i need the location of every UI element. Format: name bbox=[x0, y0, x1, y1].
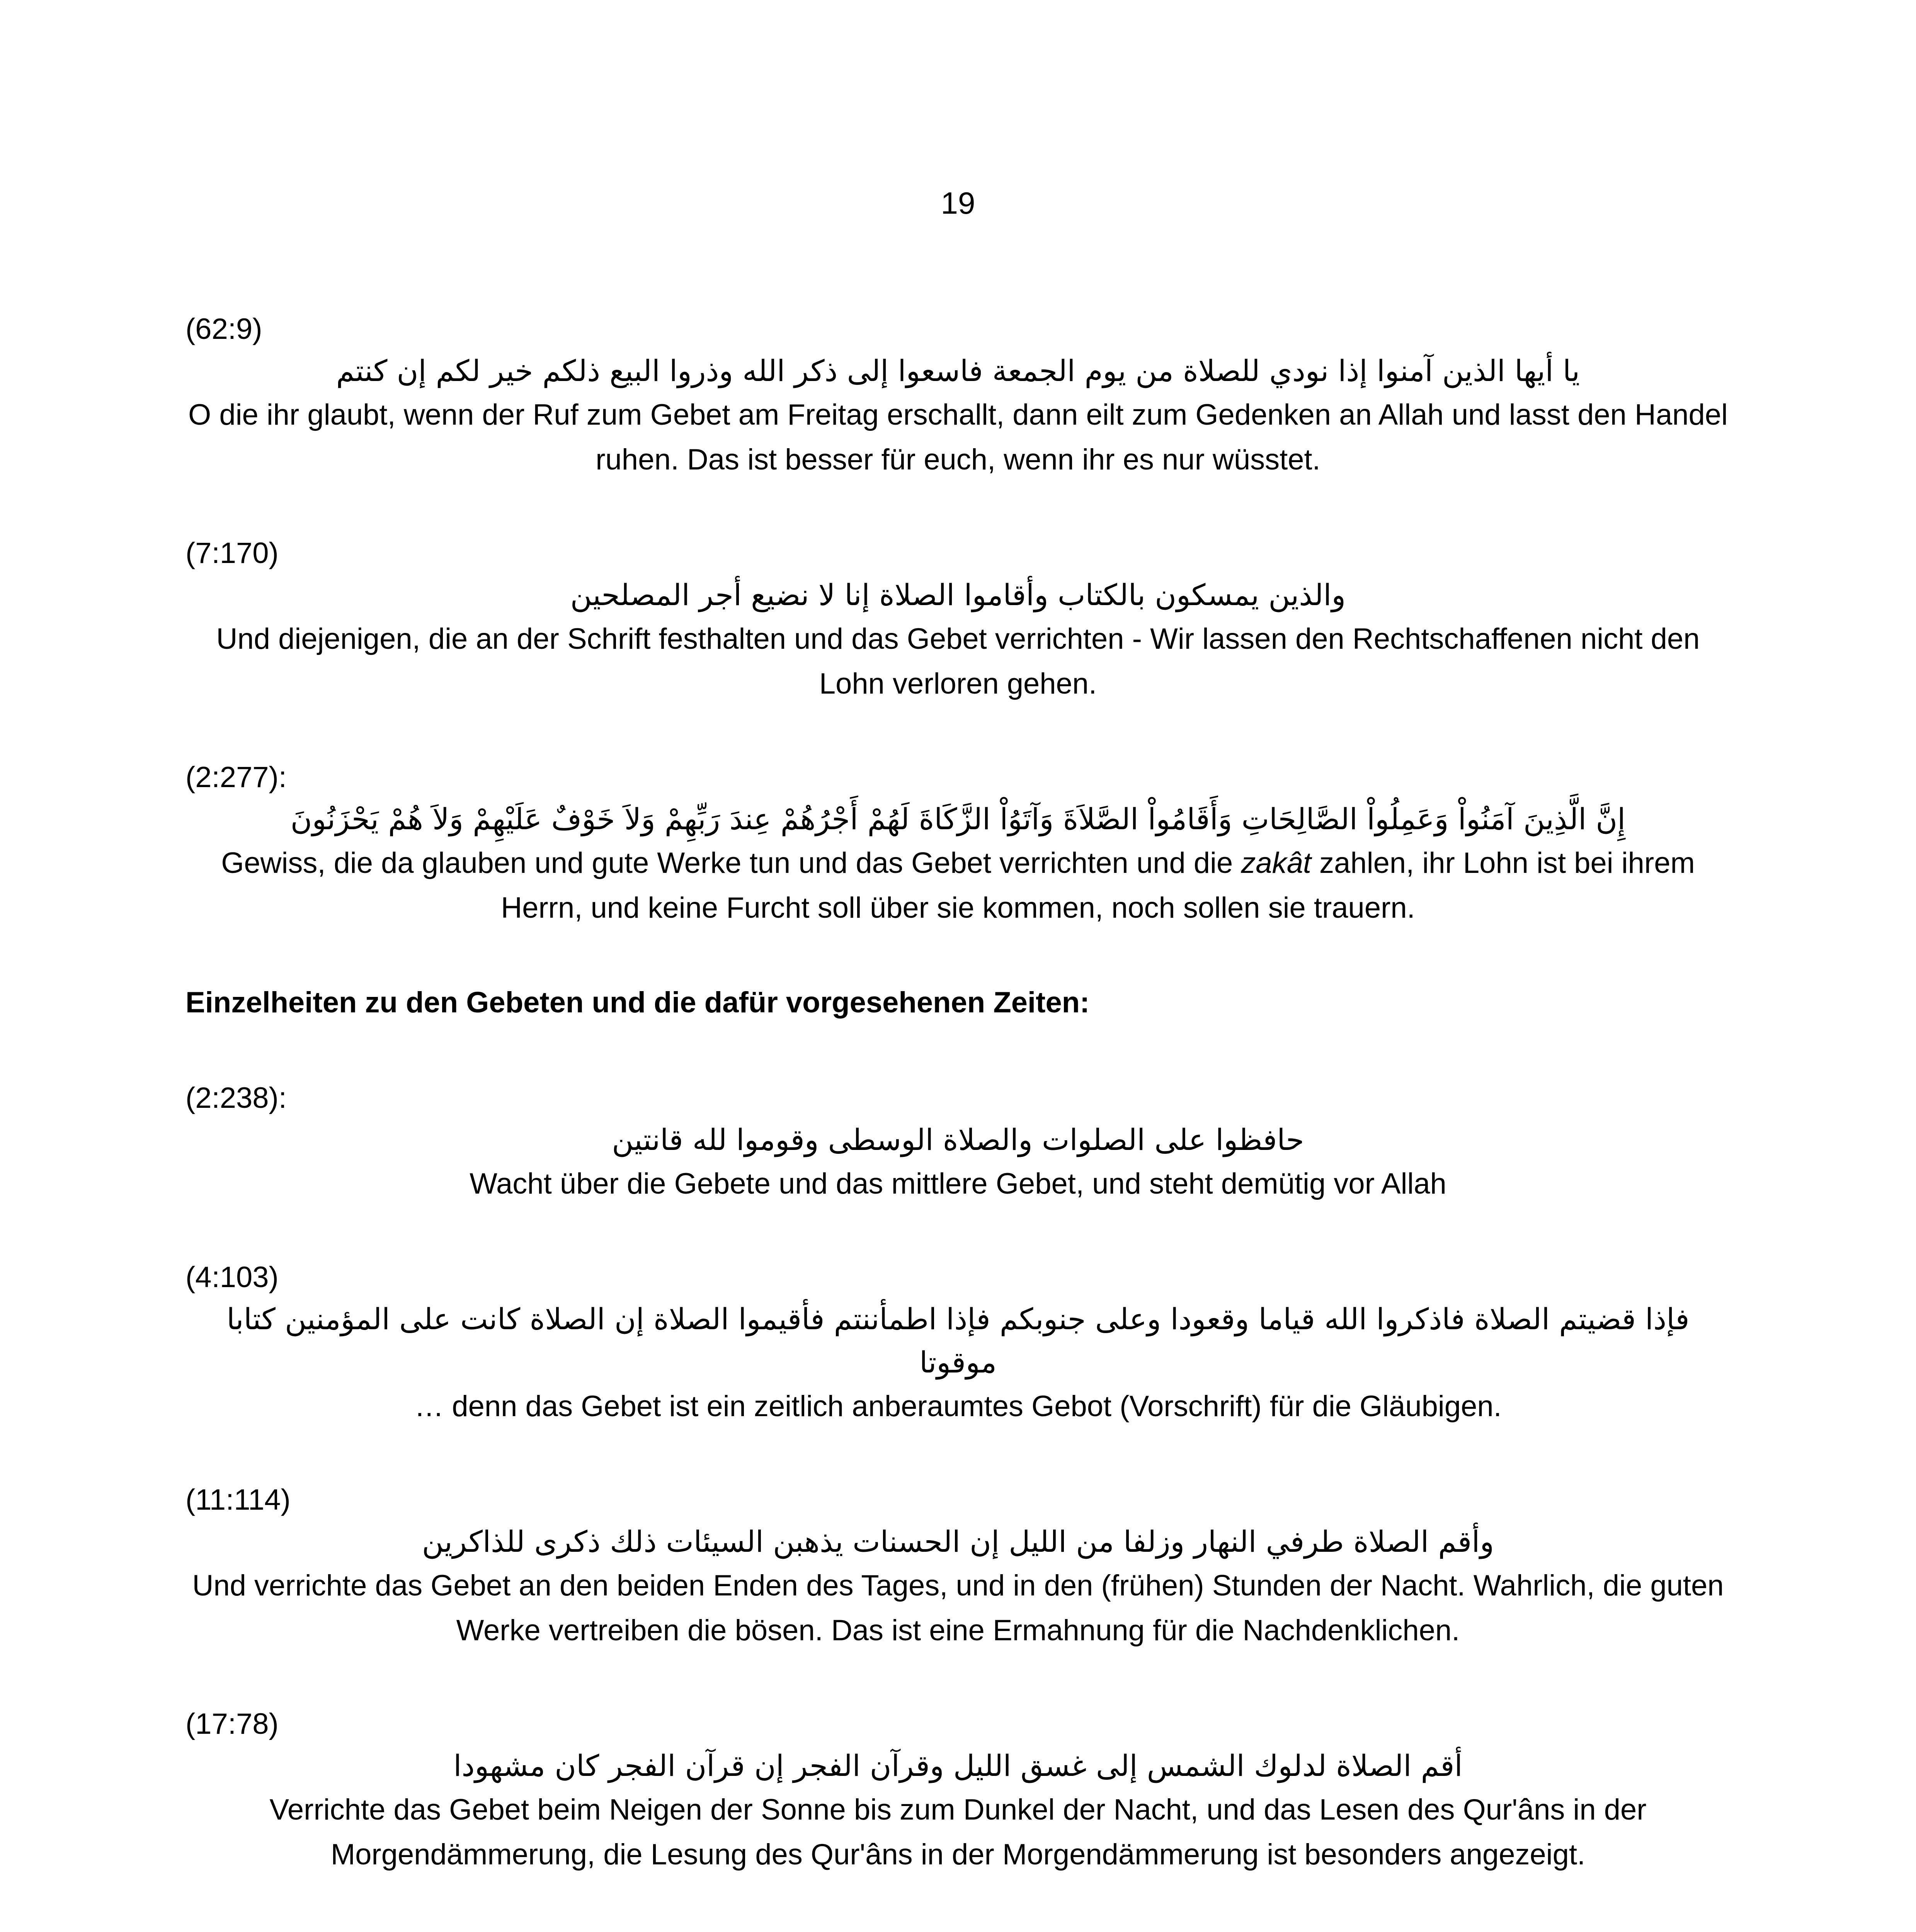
german-translation: Und verrichte das Gebet an den beiden Enden des Tages, und in den (frühen) Stunden der Nacht. Wahrlich, die guten Werke vertreiben die bösen. Das ist eine Ermahnung für die Nachdenklichen. bbox=[192, 1569, 1724, 1647]
top-sections bbox=[185, 309, 1731, 706]
verse-reference: (17:78) bbox=[185, 1708, 279, 1740]
german-translation: … denn das Gebet ist ein zeitlich anberaumtes Gebot (Vorschrift) für die Gläubigen. bbox=[414, 1390, 1502, 1423]
verse-section bbox=[185, 1480, 1731, 1653]
arabic-verse: فإذا قضيتم الصلاة فاذكروا الله قياما وقعودا وعلى جنوبكم فإذا اطمأننتم فأقيموا الصلاة إن الصلاة كانت على المؤمنين كتابا موقوتا bbox=[226, 1302, 1690, 1379]
german-translation: Wacht über die Gebete und das mittlere Gebet, und steht demütig vor Allah bbox=[470, 1167, 1446, 1200]
translation-text: zahlen, ihr Lohn ist bei ihrem Herrn, und keine Furcht soll über sie kommen, noch sollen sie trauern. bbox=[501, 847, 1695, 924]
page-content bbox=[185, 309, 1731, 1932]
verse-section bbox=[185, 309, 1731, 482]
german-translation: Und diejenigen, die an der Schrift festhalten und das Gebet verrichten - Wir lassen den Rechtschaffenen nicht den Lohn verloren gehen. bbox=[216, 622, 1700, 700]
verse-section bbox=[185, 1257, 1731, 1429]
verse-reference: (2:238): bbox=[185, 1082, 287, 1114]
verse-section-2-277 bbox=[185, 757, 1731, 930]
translation-italic-term: zakât bbox=[1241, 847, 1312, 879]
verse-reference: (62:9) bbox=[185, 313, 262, 345]
page-number: 19 bbox=[941, 186, 975, 220]
verse-section bbox=[185, 1078, 1731, 1206]
german-translation bbox=[185, 841, 1731, 930]
verse-reference: (4:103) bbox=[185, 1261, 279, 1294]
section-heading: Einzelheiten zu den Gebeten und die dafür vorgesehenen Zeiten: bbox=[185, 986, 1090, 1019]
arabic-verse: حافظوا على الصلوات والصلاة الوسطى وقوموا لله قانتين bbox=[612, 1122, 1304, 1157]
german-translation: Verrichte das Gebet beim Neigen der Sonne bis zum Dunkel der Nacht, und das Lesen des Qur'âns in der Morgendämmerung, die Lesung des Qur'âns in der Morgendämmerung ist besonders angezeigt. bbox=[269, 1793, 1647, 1871]
arabic-verse: أقم الصلاة لدلوك الشمس إلى غسق الليل وقرآن الفجر إن قرآن الفجر كان مشهودا bbox=[453, 1748, 1463, 1783]
verse-section bbox=[185, 533, 1731, 706]
arabic-verse: وأقم الصلاة طرفي النهار وزلفا من الليل إن الحسنات يذهبن السيئات ذلك ذكرى للذاكرين bbox=[422, 1524, 1494, 1559]
german-translation: O die ihr glaubt, wenn der Ruf zum Gebet am Freitag erschallt, dann eilt zum Gedenken an Allah und lasst den Handel ruhen. Das ist besser für euch, wenn ihr es nur wüsstet. bbox=[188, 398, 1728, 476]
arabic-verse: والذين يمسكون بالكتاب وأقاموا الصلاة إنا لا نضيع أجر المصلحين bbox=[570, 578, 1346, 612]
arabic-verse: يا أيها الذين آمنوا إذا نودي للصلاة من يوم الجمعة فاسعوا إلى ذكر الله وذروا البيع ذلكم خير لكم إن كنتم bbox=[336, 354, 1580, 388]
verse-reference: (2:277): bbox=[185, 761, 287, 794]
verse-section bbox=[185, 1928, 1731, 1932]
verse-reference: (7:170) bbox=[185, 537, 279, 570]
verse-reference: (11:114) bbox=[185, 1483, 291, 1516]
verse-reference bbox=[185, 1928, 1731, 1932]
arabic-verse: إِنَّ الَّذِينَ آمَنُواْ وَعَمِلُواْ الصَّالِحَاتِ وَأَقَامُواْ الصَّلاَةَ وَآتَوُاْ الزَّكَاةَ لَهُمْ أَجْرُهُمْ عِندَ رَبِّهِمْ وَلاَ خَوْفٌ عَلَيْهِمْ وَلاَ هُمْ يَحْزَنُونَ bbox=[290, 802, 1626, 836]
verse-section bbox=[185, 1704, 1731, 1877]
translation-text: Gewiss, die da glauben und gute Werke tun und das Gebet verrichten und die bbox=[221, 847, 1241, 879]
bottom-sections bbox=[185, 1078, 1731, 1932]
